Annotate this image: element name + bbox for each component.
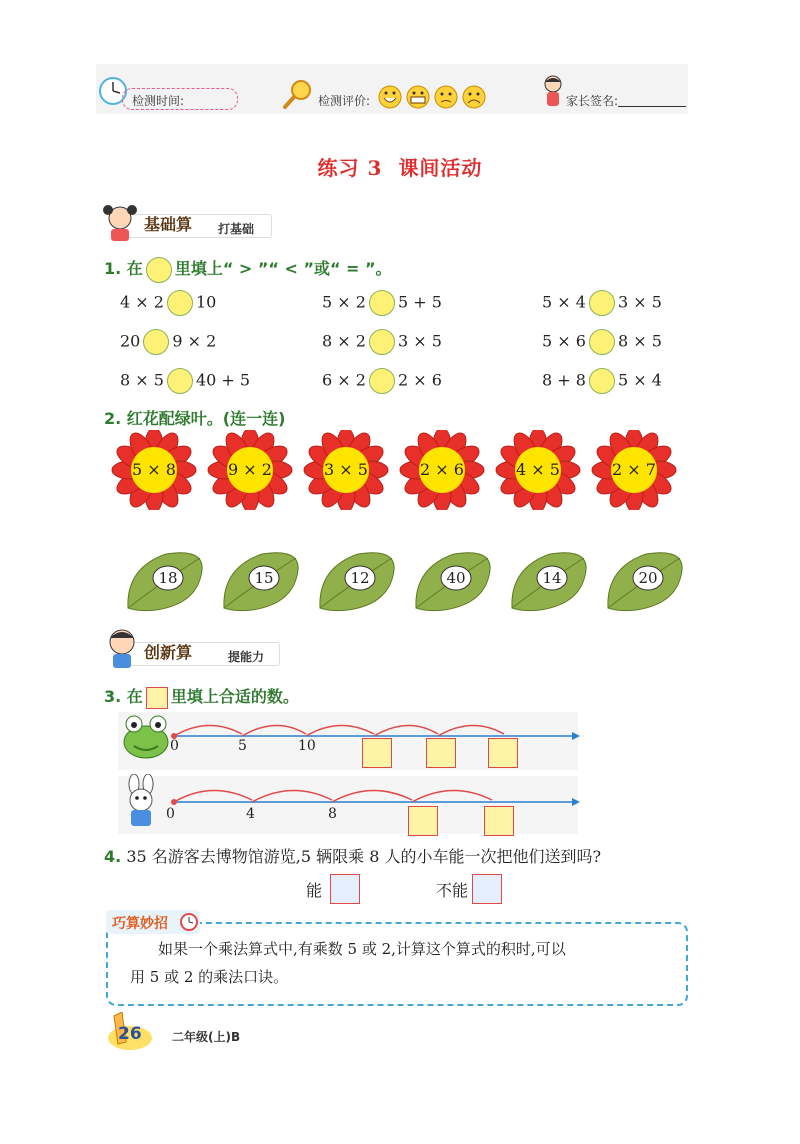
tip-line-2: 用 5 或 2 的乘法口诀。	[130, 968, 289, 986]
jump-arc	[374, 725, 438, 736]
leaf[interactable]	[602, 548, 686, 614]
eval-label: 检测评价:	[318, 94, 371, 108]
emoji-rating-icons	[378, 84, 488, 110]
leaf-number: 15	[254, 569, 274, 587]
flower-expression: 4 × 5	[516, 460, 560, 479]
sign-line[interactable]	[618, 106, 686, 107]
comparison-left: 5 × 4	[542, 292, 586, 312]
answer-circle[interactable]	[369, 368, 395, 394]
tip-label: 巧算妙招	[112, 916, 168, 932]
leaf-number: 18	[158, 569, 178, 587]
answer-circle[interactable]	[167, 368, 193, 394]
q3-text-b: 里填上合适的数。	[170, 687, 299, 706]
comparison-left: 5 × 2	[322, 292, 366, 312]
worried-face-icon	[435, 86, 457, 108]
magnifier-icon	[282, 78, 314, 110]
leaf-number: 14	[542, 569, 562, 587]
comparison-left: 20	[120, 331, 141, 351]
comparison-left: 4 × 2	[120, 292, 164, 312]
flower[interactable]	[494, 430, 582, 510]
leaf[interactable]	[314, 548, 398, 614]
girl-mascot-icon	[100, 202, 140, 242]
nl1-answer-box[interactable]	[362, 738, 392, 768]
jump-arc	[174, 790, 252, 802]
happy-face-icon	[379, 86, 401, 108]
nl2-answer-box[interactable]	[408, 806, 438, 836]
q2-text: 红花配绿叶。(连一连)	[126, 409, 286, 428]
nl1-answer-box[interactable]	[488, 738, 518, 768]
flower-expression: 5 × 8	[132, 460, 176, 479]
comparison-right: 2 × 6	[397, 370, 442, 390]
comparison-item	[322, 290, 442, 316]
page-title	[0, 152, 800, 181]
q4-prompt	[104, 844, 601, 867]
sign-label: 家长签名:	[566, 94, 619, 108]
flower-expression: 3 × 5	[324, 460, 368, 479]
title-number: 练习 3	[317, 156, 383, 180]
jump-arc	[242, 725, 306, 736]
q4-option-yes-label: 能	[306, 881, 323, 900]
comparison-left: 5 × 6	[542, 331, 586, 351]
comparison-item	[322, 329, 442, 355]
answer-circle[interactable]	[369, 290, 395, 316]
comparison-left: 8 × 2	[322, 331, 366, 351]
comparison-right: 40 + 5	[195, 370, 251, 390]
jump-arc	[438, 725, 504, 736]
comparison-right: 10	[195, 292, 217, 312]
comparison-right: 5 + 5	[397, 292, 442, 312]
q1-prompt	[104, 256, 392, 283]
comparison-right: 3 × 5	[617, 292, 662, 312]
leaf[interactable]	[410, 548, 494, 614]
q4-option-no-box[interactable]	[472, 874, 502, 904]
circle-placeholder-icon	[146, 257, 172, 283]
answer-circle[interactable]	[589, 329, 615, 355]
nl1-label: 5	[238, 738, 247, 754]
time-label: 检测时间:	[132, 94, 185, 108]
comparison-item	[120, 290, 216, 316]
q3-prompt	[104, 684, 299, 709]
comparison-left: 6 × 2	[322, 370, 366, 390]
q4-number: 4.	[104, 847, 122, 866]
q2-prompt	[104, 406, 285, 429]
boy-mascot-icon	[102, 626, 142, 670]
grin-face-icon	[407, 86, 429, 108]
q1-text-a: 在	[126, 259, 143, 278]
answer-circle[interactable]	[369, 329, 395, 355]
bunny-icon	[118, 774, 164, 830]
jump-arc	[252, 790, 332, 802]
q3-text-a: 在	[126, 687, 143, 706]
comparison-left: 8 × 5	[120, 370, 164, 390]
comparison-item	[542, 368, 662, 394]
q2-number: 2.	[104, 409, 122, 428]
comparison-item	[542, 290, 662, 316]
jump-arc	[412, 790, 492, 802]
flower-row	[110, 430, 700, 510]
answer-circle[interactable]	[143, 329, 169, 355]
leaf[interactable]	[122, 548, 206, 614]
comparison-right: 9 × 2	[172, 331, 217, 351]
nl2-label: 8	[328, 806, 337, 822]
jump-arc	[306, 725, 374, 736]
flower[interactable]	[398, 430, 486, 510]
leaf-number: 12	[350, 569, 370, 587]
comparison-right: 8 × 5	[617, 331, 662, 351]
q3-number: 3.	[104, 687, 122, 706]
comparison-item	[120, 368, 250, 394]
comparison-left: 8 + 8	[542, 370, 586, 390]
nl2-label: 0	[166, 806, 175, 822]
leaf-number: 40	[446, 569, 466, 587]
sad-face-icon	[463, 86, 485, 108]
comparison-right: 5 × 4	[617, 370, 662, 390]
q1-text-b: 里填上“ > ”“ < ”或“ = ”。	[174, 259, 392, 278]
title-text: 课间活动	[398, 156, 483, 180]
leaf[interactable]	[218, 548, 302, 614]
comparison-item	[542, 329, 662, 355]
q1-number: 1.	[104, 259, 122, 278]
flower-expression: 2 × 7	[612, 460, 656, 479]
tip-box	[106, 916, 688, 1006]
nl2-label: 4	[246, 806, 255, 822]
girl-mascot-icon	[542, 74, 564, 112]
leaf-number: 20	[638, 569, 658, 587]
flower[interactable]	[590, 430, 678, 510]
square-placeholder-icon	[146, 687, 168, 709]
q4-option-yes-box[interactable]	[330, 874, 360, 904]
comparison-right: 3 × 5	[397, 331, 442, 351]
section-innovate-banner	[100, 636, 290, 666]
jump-arc	[332, 790, 412, 802]
grade-label: 二年级(上)B	[172, 1030, 241, 1044]
leaf-row	[110, 548, 700, 618]
nl2-answer-box[interactable]	[484, 806, 514, 836]
tip-line-1: 如果一个乘法算式中,有乘数 5 或 2,计算这个算式的积时,可以	[158, 940, 566, 958]
nl1-label: 0	[170, 738, 179, 754]
nl1-answer-box[interactable]	[426, 738, 456, 768]
section-innovate-sub: 提能力	[228, 650, 265, 664]
answer-circle[interactable]	[589, 368, 615, 394]
alarm-clock-icon	[178, 910, 200, 932]
answer-circle[interactable]	[167, 290, 193, 316]
comparison-item	[120, 329, 216, 355]
page-header	[96, 64, 688, 114]
flower[interactable]	[206, 430, 294, 510]
flower[interactable]	[110, 430, 198, 510]
answer-circle[interactable]	[589, 290, 615, 316]
q4-text: 35 名游客去博物馆游览,5 辆限乘 8 人的小车能一次把他们送到吗?	[126, 847, 602, 866]
section-basic-name: 基础算	[144, 215, 193, 234]
section-basic-banner	[100, 208, 280, 238]
jump-arc	[174, 725, 242, 736]
q4-option-no-label: 不能	[436, 881, 469, 900]
section-basic-sub: 打基础	[218, 222, 255, 236]
q1-grid	[120, 290, 680, 400]
comparison-item	[322, 368, 442, 394]
page-number: 26	[118, 1024, 142, 1044]
nl1-label: 10	[298, 738, 316, 754]
flower-expression: 9 × 2	[228, 460, 272, 479]
flower-expression: 2 × 6	[420, 460, 464, 479]
flower[interactable]	[302, 430, 390, 510]
number-line-2	[160, 776, 580, 816]
leaf[interactable]	[506, 548, 590, 614]
section-innovate-name: 创新算	[144, 643, 193, 662]
